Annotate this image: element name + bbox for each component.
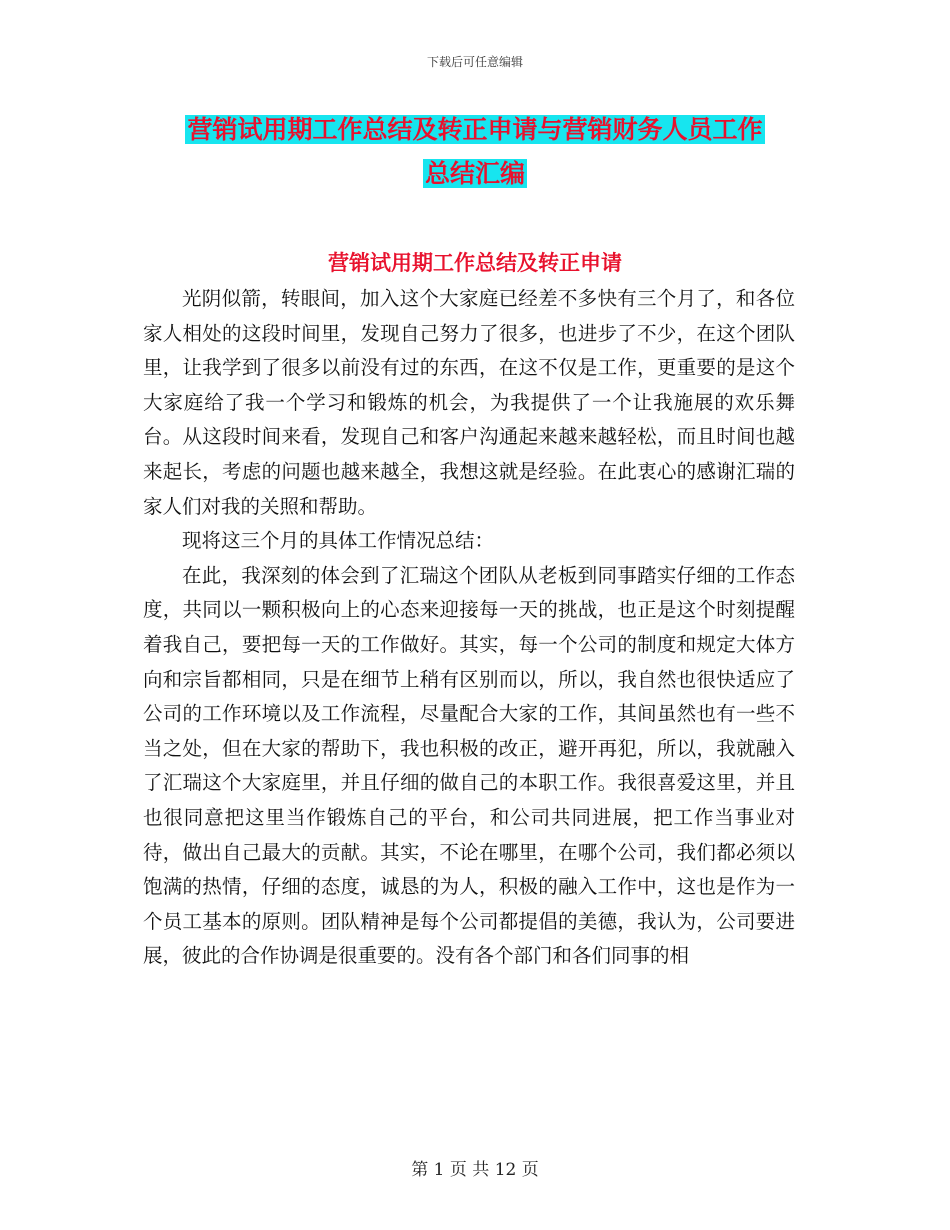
- document-title-line-2: [0, 156, 950, 192]
- section-title: 营销试用期工作总结及转正申请: [328, 251, 622, 275]
- title-highlight-1: 营销试用期工作总结及转正申请与营销财务人员工作: [187, 115, 763, 144]
- title-highlight-2: 总结汇编: [424, 159, 525, 188]
- paragraph: 现将这三个月的具体工作情况总结：: [182, 529, 495, 553]
- page-footer: 第 1 页 共 12 页: [411, 1160, 539, 1180]
- document-body: [143, 282, 795, 974]
- document-title-line-1: [0, 112, 950, 148]
- paragraph: 在此，我深刻的体会到了汇瑞这个团队从老板到同事踏实仔细的工作态度，共同以一颗积极向上的心态来迎接每一天的挑战，也正是这个时刻提醒着我自己，要把每一天的工作做好。其实，每一个公司的制度和规定大体方向和宗旨都相同，只是在细节上稍有区别而以，所以，我自然也很快适应了公司的工作环境以及工作流程，尽量配合大家的工作，其间虽然也有一些不当之处，但在大家的帮助下，我也积极的改正，避开再犯，所以，我就融入了汇瑞这个大家庭里，并且仔细的做自己的本职工作。我很喜爱这里，并且也很同意把这里当作锻炼自己的平台，和公司共同进展，把工作当事业对待，做出自己最大的贡献。其实，不论在哪里，在哪个公司，我们都必须以饱满的热情，仔细的态度，诚恳的为人，积极的融入工作中，这也是作为一个员工基本的原则。团队精神是每个公司都提倡的美德，我认为，公司要进展，彼此的合作协调是很重要的。没有各个部门和各们同事的相: [143, 563, 795, 968]
- header-note: 下载后可任意编辑: [426, 55, 523, 69]
- paragraph: 光阴似箭，转眼间，加入这个大家庭已经差不多快有三个月了，和各位家人相处的这段时间里，发现自己努力了很多，也进步了不少，在这个团队里，让我学到了很多以前没有过的东西，在这不仅是工作，更重要的是这个大家庭给了我一个学习和锻炼的机会，为我提供了一个让我施展的欢乐舞台。从这段时间来看，发现自己和客户沟通起来越来越轻松，而且时间也越来起长，考虑的问题也越来越全，我想这就是经验。在此衷心的感谢汇瑞的家人们对我的关照和帮助。: [143, 287, 795, 518]
